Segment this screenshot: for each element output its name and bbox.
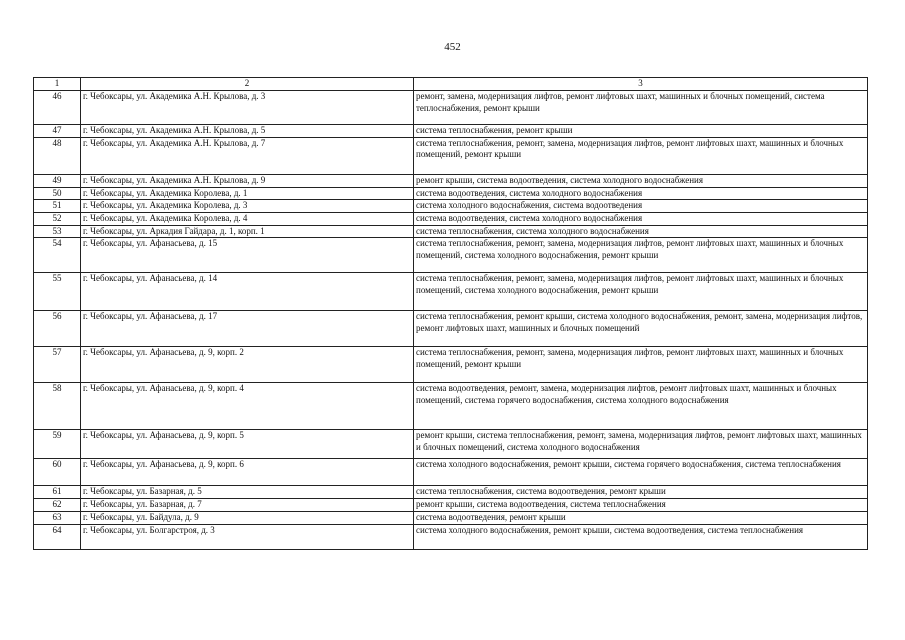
table-row <box>34 347 868 383</box>
table-row <box>34 125 868 138</box>
row-number: 53 <box>34 225 81 238</box>
row-number: 61 <box>34 486 81 499</box>
table-row <box>34 225 868 238</box>
row-number: 62 <box>34 499 81 512</box>
works-cell: система теплоснабжения, ремонт, замена, модернизация лифтов, ремонт лифтовых шахт, машинных и блочных помещений, система холодного водоснабжения, ремонт крыши <box>414 238 868 273</box>
works-cell: система теплоснабжения, система водоотведения, ремонт крыши <box>414 486 868 499</box>
row-number: 48 <box>34 137 81 174</box>
row-number: 49 <box>34 174 81 187</box>
address-cell: г. Чебоксары, ул. Академика Королева, д. 3 <box>81 200 414 213</box>
row-number: 63 <box>34 511 81 524</box>
table-row <box>34 200 868 213</box>
row-number: 52 <box>34 213 81 226</box>
table-row <box>34 383 868 430</box>
address-cell: г. Чебоксары, ул. Афанасьева, д. 9, корп. 5 <box>81 430 414 459</box>
address-cell: г. Чебоксары, ул. Академика А.Н. Крылова, д. 3 <box>81 91 414 125</box>
address-cell: г. Чебоксары, ул. Байдула, д. 9 <box>81 511 414 524</box>
address-cell: г. Чебоксары, ул. Базарная, д. 5 <box>81 486 414 499</box>
row-number: 47 <box>34 125 81 138</box>
table-row <box>34 511 868 524</box>
works-cell: система водоотведения, система холодного водоснабжения <box>414 187 868 200</box>
column-header-2: 2 <box>81 78 414 91</box>
address-cell: г. Чебоксары, ул. Академика А.Н. Крылова, д. 5 <box>81 125 414 138</box>
works-cell: ремонт крыши, система теплоснабжения, ремонт, замена, модернизация лифтов, ремонт лифтовых шахт, машинных и блочных помещений, система холодного водоснабжения <box>414 430 868 459</box>
works-cell: система водоотведения, ремонт крыши <box>414 511 868 524</box>
table-row <box>34 213 868 226</box>
table-row <box>34 459 868 486</box>
works-cell: система холодного водоснабжения, ремонт крыши, система водоотведения, система теплоснабжения <box>414 524 868 549</box>
works-cell: ремонт крыши, система водоотведения, система теплоснабжения <box>414 499 868 512</box>
works-cell: ремонт, замена, модернизация лифтов, ремонт лифтовых шахт, машинных и блочных помещений, система теплоснабжения, ремонт крыши <box>414 91 868 125</box>
table-row <box>34 430 868 459</box>
address-cell: г. Чебоксары, ул. Афанасьева, д. 9, корп. 6 <box>81 459 414 486</box>
works-cell: система теплоснабжения, ремонт, замена, модернизация лифтов, ремонт лифтовых шахт, машинных и блочных помещений, система холодного водоснабжения, ремонт крыши <box>414 273 868 311</box>
address-cell: г. Чебоксары, ул. Афанасьева, д. 9, корп. 4 <box>81 383 414 430</box>
table-row <box>34 273 868 311</box>
works-cell: система теплоснабжения, система холодного водоснабжения <box>414 225 868 238</box>
address-cell: г. Чебоксары, ул. Афанасьева, д. 17 <box>81 311 414 347</box>
table-row <box>34 187 868 200</box>
column-header-1: 1 <box>34 78 81 91</box>
works-cell: система теплоснабжения, ремонт крыши <box>414 125 868 138</box>
address-cell: г. Чебоксары, ул. Базарная, д. 7 <box>81 499 414 512</box>
table-body <box>34 91 868 550</box>
row-number: 56 <box>34 311 81 347</box>
works-cell: система теплоснабжения, ремонт, замена, модернизация лифтов, ремонт лифтовых шахт, машинных и блочных помещений, ремонт крыши <box>414 347 868 383</box>
table-row <box>34 238 868 273</box>
row-number: 50 <box>34 187 81 200</box>
address-cell: г. Чебоксары, ул. Болгарстроя, д. 3 <box>81 524 414 549</box>
address-cell: г. Чебоксары, ул. Академика Королева, д. 1 <box>81 187 414 200</box>
registry-table <box>33 77 868 550</box>
works-cell: система теплоснабжения, ремонт, замена, модернизация лифтов, ремонт лифтовых шахт, машинных и блочных помещений, ремонт крыши <box>414 137 868 174</box>
works-cell: система холодного водоснабжения, ремонт крыши, система горячего водоснабжения, система теплоснабжения <box>414 459 868 486</box>
address-cell: г. Чебоксары, ул. Академика А.Н. Крылова, д. 7 <box>81 137 414 174</box>
table-row <box>34 499 868 512</box>
address-cell: г. Чебоксары, ул. Академика Королева, д. 4 <box>81 213 414 226</box>
row-number: 55 <box>34 273 81 311</box>
table-row <box>34 524 868 549</box>
row-number: 60 <box>34 459 81 486</box>
row-number: 64 <box>34 524 81 549</box>
address-cell: г. Чебоксары, ул. Афанасьева, д. 9, корп. 2 <box>81 347 414 383</box>
row-number: 59 <box>34 430 81 459</box>
table-row <box>34 91 868 125</box>
table-row <box>34 174 868 187</box>
table-row <box>34 311 868 347</box>
row-number: 54 <box>34 238 81 273</box>
table-header <box>34 78 868 91</box>
page-number: 452 <box>444 41 461 53</box>
row-number: 51 <box>34 200 81 213</box>
works-cell: система водоотведения, ремонт, замена, модернизация лифтов, ремонт лифтовых шахт, машинных и блочных помещений, система горячего водоснабжения, система холодного водоснабжения <box>414 383 868 430</box>
works-cell: система холодного водоснабжения, система водоотведения <box>414 200 868 213</box>
works-cell: система водоотведения, система холодного водоснабжения <box>414 213 868 226</box>
row-number: 58 <box>34 383 81 430</box>
works-cell: ремонт крыши, система водоотведения, система холодного водоснабжения <box>414 174 868 187</box>
row-number: 57 <box>34 347 81 383</box>
works-cell: система теплоснабжения, ремонт крыши, система холодного водоснабжения, ремонт, замена, модернизация лифтов, ремонт лифтовых шахт, машинных и блочных помещений <box>414 311 868 347</box>
table-row <box>34 137 868 174</box>
address-cell: г. Чебоксары, ул. Афанасьева, д. 15 <box>81 238 414 273</box>
table-row <box>34 486 868 499</box>
row-number: 46 <box>34 91 81 125</box>
address-cell: г. Чебоксары, ул. Аркадия Гайдара, д. 1, корп. 1 <box>81 225 414 238</box>
header-row <box>34 78 868 91</box>
column-header-3: 3 <box>414 78 868 91</box>
address-cell: г. Чебоксары, ул. Академика А.Н. Крылова, д. 9 <box>81 174 414 187</box>
address-cell: г. Чебоксары, ул. Афанасьева, д. 14 <box>81 273 414 311</box>
